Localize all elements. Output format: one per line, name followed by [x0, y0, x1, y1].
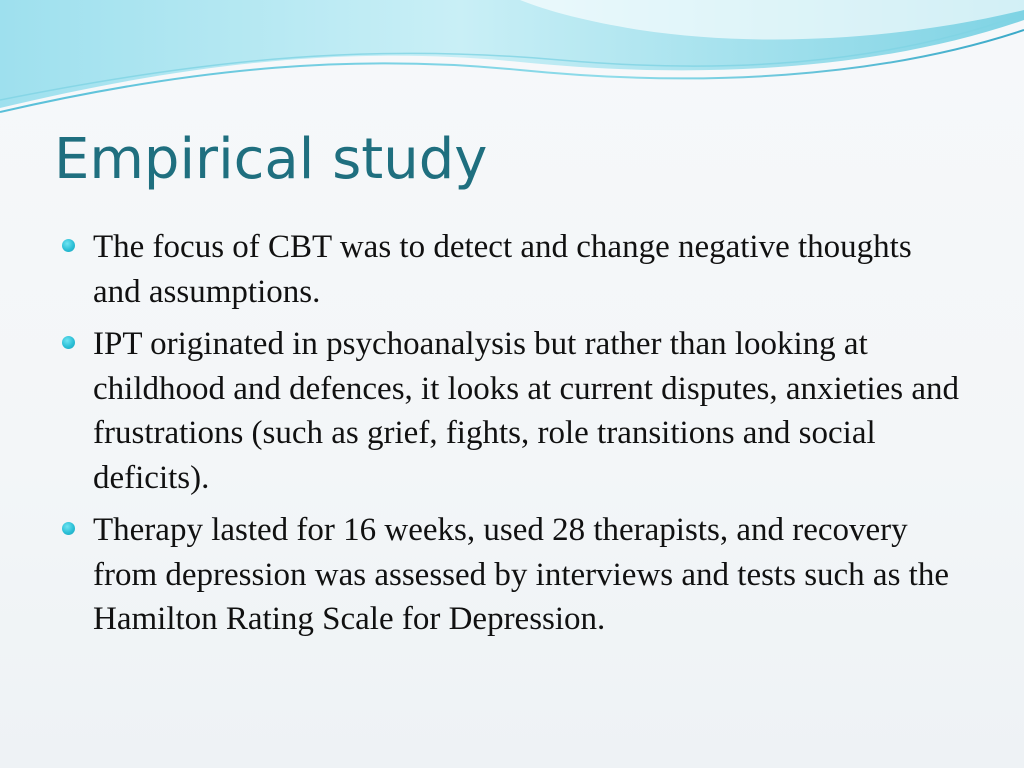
bullet-dot-icon: [62, 522, 75, 535]
bullet-text: Therapy lasted for 16 weeks, used 28 therapists, and recovery from depression was assessed by interviews and tests such as the Hamilton Rating Scale for Depression.: [93, 512, 949, 637]
bullet-text: IPT originated in psychoanalysis but rather than looking at childhood and defences, it looks at current disputes, anxieties and frustrations (such as grief, fights, role transitions and social deficits).: [93, 326, 960, 496]
bullet-dot-icon: [62, 239, 75, 252]
bullet-text: The focus of CBT was to detect and change negative thoughts and assumptions.: [93, 229, 912, 310]
bullet-list: [62, 225, 962, 650]
bullet-item-cbt: [62, 225, 962, 314]
header-wave-decoration: [0, 0, 1024, 120]
bullet-dot-icon: [62, 336, 75, 349]
bullet-item-therapy: [62, 508, 962, 642]
bullet-item-ipt: [62, 322, 962, 500]
slide-title: Empirical study: [54, 127, 488, 192]
